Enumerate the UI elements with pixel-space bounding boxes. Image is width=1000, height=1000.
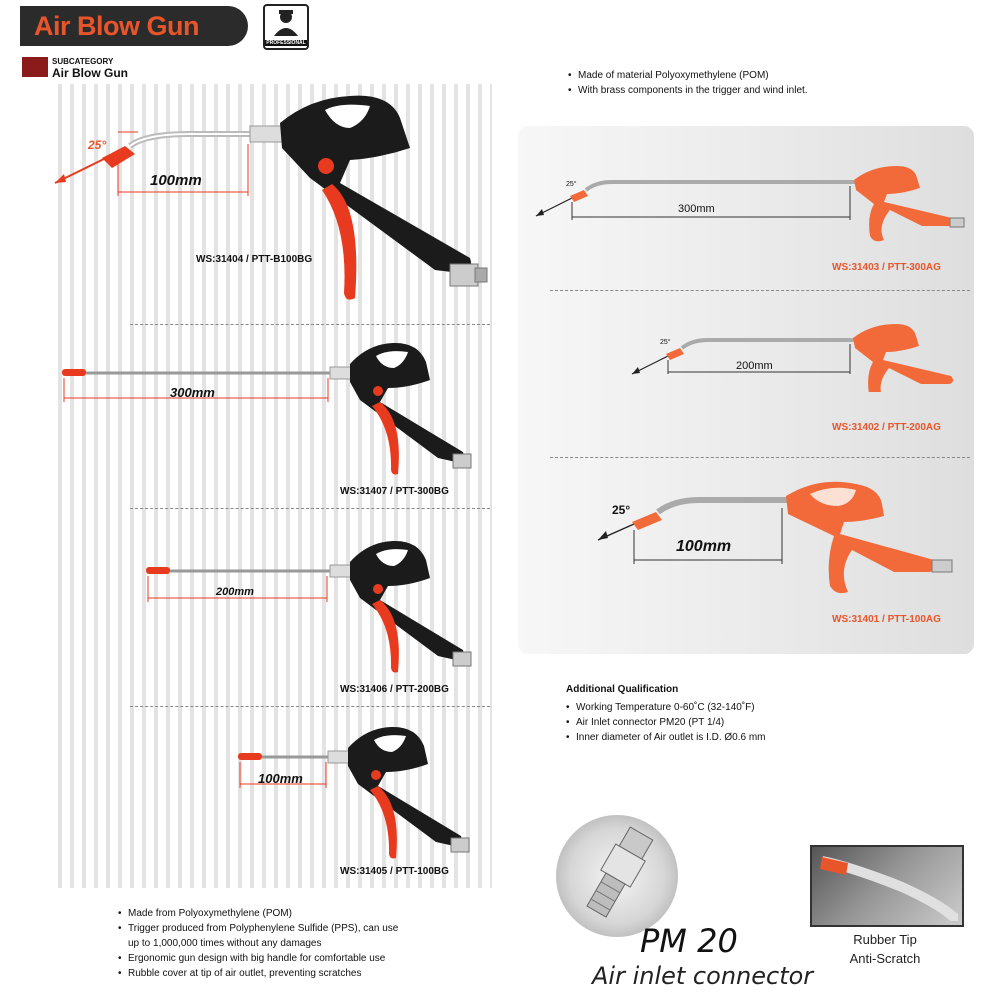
length-label: 100mm — [676, 538, 732, 555]
orange-gun-100mm — [594, 480, 964, 600]
black-gun-300mm — [58, 340, 483, 480]
feature-item: • With brass components in the trigger and wind inlet. — [568, 83, 948, 98]
divider — [130, 706, 490, 707]
subcategory-marker — [22, 57, 48, 77]
model-number: WS:31405 / PTT-100BG — [340, 866, 449, 877]
black-gun-100mm — [234, 724, 484, 864]
qualification-item: • Inner diameter of Air outlet is I.D. Ø0.6 mm — [566, 730, 866, 745]
black-gun-200mm — [142, 538, 482, 678]
model-number: WS:31401 / PTT-100AG — [832, 614, 941, 625]
rubber-tip-line2: Anti-Scratch — [849, 951, 921, 966]
divider — [550, 290, 970, 291]
rubber-tip-line1: Rubber Tip — [853, 932, 917, 947]
connector-photo — [556, 815, 678, 937]
length-label: 100mm — [258, 771, 303, 786]
angle-label: 25° — [612, 503, 631, 517]
black-gun-100mm-angled — [50, 88, 495, 318]
angle-label: 25° — [566, 181, 577, 188]
qualification-title: Additional Qualification — [566, 684, 679, 695]
angle-label: 25° — [88, 138, 107, 152]
professional-badge — [263, 4, 309, 50]
divider — [130, 508, 490, 509]
page-title: Air Blow Gun — [34, 11, 199, 41]
model-number: WS:31402 / PTT-200AG — [832, 422, 941, 433]
feature-item: • Ergonomic gun design with big handle for comfortable use — [118, 951, 458, 966]
badge-label: PROFESSIONAL — [266, 40, 306, 46]
feature-item: • Trigger produced from Polyphenylene Sulfide (PPS), can use — [118, 921, 458, 936]
feature-item: • Made of material Polyoxymethylene (POM) — [568, 68, 948, 83]
subcategory-value: Air Blow Gun — [52, 66, 128, 80]
angle-label: 25° — [660, 339, 671, 346]
title-bar — [20, 6, 248, 46]
feature-item: • Made from Polyoxymethylene (POM) — [118, 906, 458, 921]
connector-subtitle: Air inlet connector — [592, 962, 814, 990]
rubber-tip-icon — [812, 847, 958, 921]
worker-icon — [265, 6, 307, 38]
model-number: WS:31404 / PTT-B100BG — [196, 254, 313, 265]
subcategory-label: SUBCATEGORY — [52, 57, 114, 66]
feature-item: • Rubble cover at tip of air outlet, preventing scratches — [118, 966, 458, 981]
left-feature-list — [118, 906, 458, 981]
feature-item-continued: up to 1,000,000 times without any damages — [128, 938, 322, 949]
length-label: 300mm — [170, 385, 215, 400]
divider — [130, 324, 490, 325]
connector-title: PM 20 — [640, 922, 738, 960]
length-label: 200mm — [216, 586, 254, 598]
qualification-item: • Working Temperature 0-60˚C (32-140˚F) — [566, 700, 866, 715]
length-label: 100mm — [150, 172, 202, 189]
connector-icon — [556, 815, 678, 937]
model-number: WS:31407 / PTT-300BG — [340, 486, 449, 497]
model-number: WS:31406 / PTT-200BG — [340, 684, 449, 695]
divider — [550, 457, 970, 458]
rubber-tip-photo — [810, 845, 964, 927]
model-number: WS:31403 / PTT-300AG — [832, 262, 941, 273]
qualification-list — [566, 700, 866, 745]
right-feature-list — [568, 68, 948, 98]
qualification-item: • Air Inlet connector PM20 (PT 1/4) — [566, 715, 866, 730]
length-label: 200mm — [736, 360, 773, 372]
length-label: 300mm — [678, 203, 715, 215]
orange-gun-200mm — [628, 322, 968, 392]
rubber-tip-caption — [825, 930, 945, 968]
orange-gun-300mm — [532, 160, 972, 250]
